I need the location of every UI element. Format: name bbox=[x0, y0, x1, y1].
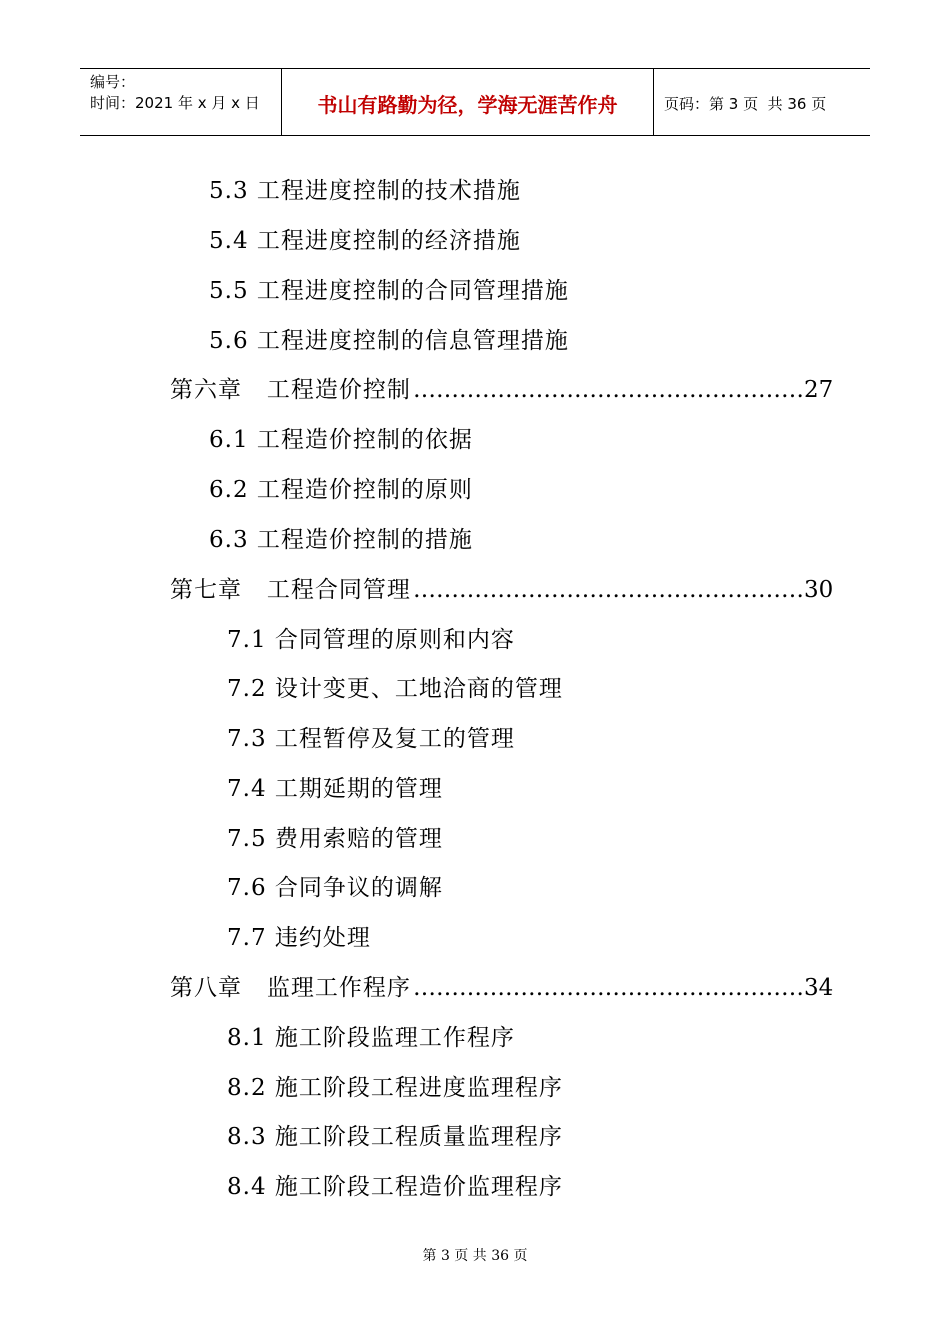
toc-chapter-7-leader: …………………………………………… bbox=[412, 577, 804, 603]
toc-chapter-6 bbox=[170, 375, 834, 405]
toc-chapter-8-page: 34 bbox=[803, 975, 834, 1001]
toc-entry-8-3: 8.3 施工阶段工程质量监理程序 bbox=[227, 1124, 563, 1150]
toc-chapter-7-title: 第七章 工程合同管理 bbox=[170, 577, 411, 603]
toc-chapter-6-title: 第六章 工程造价控制 bbox=[170, 377, 411, 403]
toc-entry-7-4: 7.4 工期延期的管理 bbox=[227, 776, 443, 802]
toc-entry-5-5: 5.5 工程进度控制的合同管理措施 bbox=[209, 278, 569, 304]
toc-chapter-8-leader: …………………………………………… bbox=[412, 975, 804, 1001]
toc-entry-5-3: 5.3 工程进度控制的技术措施 bbox=[209, 178, 521, 204]
toc-chapter-7 bbox=[170, 575, 834, 605]
page-header bbox=[80, 68, 870, 136]
toc-entry-7-2: 7.2 设计变更、工地洽商的管理 bbox=[227, 676, 563, 702]
toc-entry-7-5: 7.5 费用索赔的管理 bbox=[227, 826, 443, 852]
toc-entry-7-3: 7.3 工程暂停及复工的管理 bbox=[227, 726, 515, 752]
toc-entry-8-4: 8.4 施工阶段工程造价监理程序 bbox=[227, 1174, 563, 1200]
toc-entry-7-7: 7.7 违约处理 bbox=[227, 925, 371, 951]
toc-entry-5-4: 5.4 工程进度控制的经济措施 bbox=[209, 228, 521, 254]
toc-entry-6-3: 6.3 工程造价控制的措施 bbox=[209, 527, 473, 553]
toc-chapter-8-title: 第八章 监理工作程序 bbox=[170, 975, 411, 1001]
header-motto: 书山有路勤为径，学海无涯苦作舟 bbox=[282, 69, 654, 135]
toc-chapter-7-page: 30 bbox=[803, 577, 834, 603]
toc-entry-6-2: 6.2 工程造价控制的原则 bbox=[209, 477, 473, 503]
header-page-info bbox=[654, 69, 870, 135]
toc-chapter-8 bbox=[170, 973, 834, 1003]
toc-entry-7-1: 7.1 合同管理的原则和内容 bbox=[227, 627, 515, 653]
page-footer: 第 3 页 共 36 页 bbox=[422, 1248, 528, 1264]
toc-chapter-6-leader: …………………………………………… bbox=[412, 377, 804, 403]
header-meta bbox=[80, 69, 282, 135]
toc-entry-8-1: 8.1 施工阶段监理工作程序 bbox=[227, 1025, 515, 1051]
header-number-label: 编号： bbox=[90, 73, 136, 91]
toc-chapter-6-page: 27 bbox=[803, 377, 834, 403]
toc-entry-6-1: 6.1 工程造价控制的依据 bbox=[209, 427, 473, 453]
toc-entry-7-6: 7.6 合同争议的调解 bbox=[227, 875, 443, 901]
toc-entry-5-6: 5.6 工程进度控制的信息管理措施 bbox=[209, 328, 569, 354]
header-page-info-text: 页码：第 3 页 共 36 页 bbox=[664, 95, 827, 113]
toc-entry-8-2: 8.2 施工阶段工程进度监理程序 bbox=[227, 1075, 563, 1101]
header-time-label: 时间：2021 年 x 月 x 日 bbox=[90, 94, 260, 112]
